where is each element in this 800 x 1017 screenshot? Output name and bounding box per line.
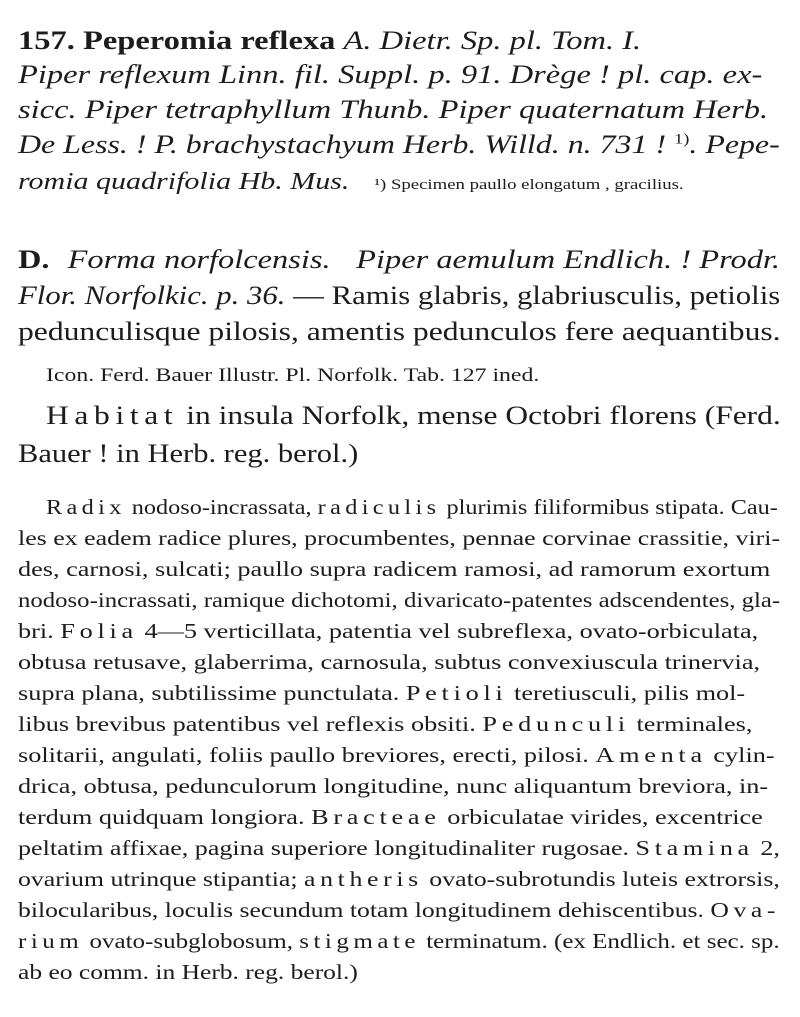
form-d-line-1 xyxy=(18,247,780,273)
term: stigmate xyxy=(299,929,420,953)
desc-text: ovarium utrinque stipantia; xyxy=(18,867,304,891)
entry-text: romia quadrifolia Hb. Mus. xyxy=(18,169,350,195)
icon-reference xyxy=(46,366,539,385)
term: antheris xyxy=(303,867,423,891)
form-reference: Flor. Norfolkic. p. 36. xyxy=(18,281,286,310)
entry-line-4 xyxy=(18,132,780,158)
desc-line-5 xyxy=(18,621,758,642)
entry-line-2 xyxy=(18,62,762,88)
desc-text: ovato-subrotundis luteis extrorsis, xyxy=(422,867,780,891)
desc-text: supra plana, subtilissime punctulata. xyxy=(18,681,406,705)
desc-text: bri. xyxy=(18,619,61,643)
desc-line-6 xyxy=(18,652,760,673)
desc-line-1 xyxy=(46,497,778,518)
term: Amenta xyxy=(595,743,707,767)
species-name: Peperomia reflexa xyxy=(83,26,336,55)
desc-line-13 xyxy=(18,869,780,890)
desc-line-7 xyxy=(18,683,745,704)
species-citation: A. Dietr. Sp. pl. Tom. I. xyxy=(343,26,642,55)
entry-line-1 xyxy=(18,28,641,54)
desc-text: plurimis filiformibus stipata. Cau- xyxy=(440,495,778,519)
desc-text: obtusa retusave, glaberrima, carnosula, subtus convexiuscula trinervia, xyxy=(18,650,761,674)
form-diagnosis: pedunculisque pilosis, amentis pedunculos fere aequantibus. xyxy=(18,317,781,346)
desc-text: teretiusculi, pilis mol- xyxy=(507,681,746,705)
desc-text: bilocularibus, loculis secundum totam longitudinem dehiscentibus. xyxy=(18,898,711,922)
habitat-label: Habitat xyxy=(46,401,179,430)
form-d-line-2 xyxy=(18,283,780,309)
desc-line-14 xyxy=(18,900,780,921)
form-synonym: Piper aemulum Endlich. ! Prodr. xyxy=(356,245,781,274)
form-d-line-3 xyxy=(18,319,781,345)
desc-text: des, carnosi, sulcati; paullo supra radicem ramosi, ad ramorum exortum xyxy=(18,557,771,581)
desc-text: ovato-subglobosum, xyxy=(83,929,300,953)
desc-text: terdum quidquam longiora. xyxy=(18,805,312,829)
desc-text: terminatum. (ex Endlich. et sec. sp. xyxy=(419,929,780,953)
desc-text: 4—5 verticillata, patentia vel subreflexa, ovato-orbiculata, xyxy=(137,619,759,643)
habitat-text: Bauer ! in Herb. reg. berol.) xyxy=(18,439,359,468)
form-name: Forma norfolcensis. xyxy=(67,245,331,274)
desc-line-10 xyxy=(18,776,768,797)
desc-line-4 xyxy=(18,590,780,611)
term: Folia xyxy=(60,619,138,643)
footnote-mark: 1) xyxy=(674,131,690,148)
entry-number: 157. xyxy=(18,26,75,55)
icon-text: Icon. Ferd. Bauer Illustr. Pl. Norfolk. Tab. 127 ined. xyxy=(46,365,540,386)
desc-text: peltatim affixae, pagina superiore longitudinaliter rugosae. xyxy=(18,836,636,860)
desc-text: 2, xyxy=(753,836,780,860)
desc-line-3 xyxy=(18,559,770,580)
form-diagnosis: — Ramis glabris, glabriusculis, petiolis xyxy=(293,281,781,310)
entry-text: . Pepe- xyxy=(689,130,780,159)
desc-line-9 xyxy=(18,745,775,766)
term: Pedunculi xyxy=(482,712,630,736)
desc-line-2 xyxy=(18,528,780,549)
term: Radix xyxy=(46,495,126,519)
term: Bracteae xyxy=(311,805,441,829)
desc-text: terminales, xyxy=(629,712,753,736)
term: Ova- xyxy=(710,898,781,922)
form-letter: D. xyxy=(18,245,50,274)
desc-line-16 xyxy=(18,962,358,983)
desc-text: cylin- xyxy=(706,743,775,767)
term: Petioli xyxy=(405,681,508,705)
habitat-line-2 xyxy=(18,441,358,467)
entry-line-5 xyxy=(18,170,684,194)
desc-text: orbiculatae virides, excentrice xyxy=(440,805,763,829)
desc-text: solitarii, angulati, foliis paullo breviores, erecti, pilosi. xyxy=(18,743,596,767)
desc-text: drica, obtusa, pedunculorum longitudine, nunc aliquantum breviora, in- xyxy=(18,774,769,798)
term: radiculis xyxy=(317,495,441,519)
habitat-text: in insula Norfolk, mense Octobri florens (Ferd. xyxy=(178,401,781,430)
entry-text: sicc. Piper tetraphyllum Thunb. Piper quaternatum Herb. xyxy=(18,95,769,124)
desc-line-8 xyxy=(18,714,752,735)
habitat-line-1 xyxy=(46,403,781,429)
desc-text: les ex eadem radice plures, procumbentes, pennae corvinae crassitie, viri- xyxy=(18,526,781,550)
desc-text: libus brevibus patentibus vel reflexis obsiti. xyxy=(18,712,483,736)
footnote-text: ¹) Specimen paullo elongatum , gracilius. xyxy=(374,177,684,193)
desc-line-12 xyxy=(18,838,780,859)
desc-line-15 xyxy=(18,931,780,952)
desc-text: nodoso-incrassata, xyxy=(125,495,318,519)
desc-text: ab eo comm. in Herb. reg. berol.) xyxy=(18,960,358,984)
entry-text: De Less. ! P. brachystachyum Herb. Willd. n. 731 ! xyxy=(18,130,675,159)
term: rium xyxy=(18,929,84,953)
entry-line-3 xyxy=(18,97,768,123)
entry-text: Piper reflexum Linn. fil. Suppl. p. 91. Drège ! pl. cap. ex- xyxy=(18,60,763,89)
desc-text: nodoso-incrassati, ramique dichotomi, divaricato-patentes adscendentes, gla- xyxy=(18,588,781,612)
desc-line-11 xyxy=(18,807,763,828)
term: Stamina xyxy=(635,836,754,860)
